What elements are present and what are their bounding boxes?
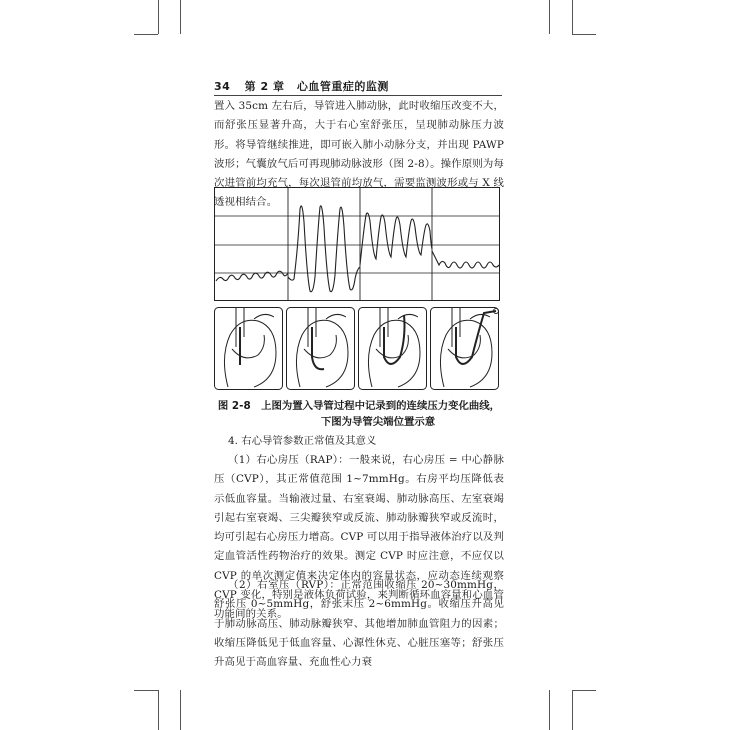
crop-mark — [158, 0, 159, 34]
rv-waveform — [288, 206, 360, 292]
pawp-waveform — [432, 251, 499, 268]
crop-mark — [572, 0, 573, 34]
page-number: 34 — [214, 80, 231, 93]
heart-diagram — [224, 307, 276, 387]
crop-mark — [549, 690, 550, 730]
section-title: 4. 右心导管参数正常值及其意义 — [228, 435, 377, 447]
chapter-title: 心血管重症的监测 — [296, 80, 389, 93]
rap-paragraph: （1）右心房压（RAP）：一般来说，右心房压 = 中心静脉压（CVP），其正常值范围 1~7mmHg。右房平均压降低表示低血容量。当输液过量、右室衰竭、肺动脉高压、左室衰竭引起右室衰竭、三尖瓣狭窄或反流、肺动脉瓣狭窄或反流时，均可引起右心房压力增高。CVP 可以用于指导液体治疗以及判定血管活性药物治疗的效果。测定 CVP 时应注意，不应仅以 CVP 的单次测定值来决定体内的容量状态，应动态连续观察 CVP 变化，特别是液体负荷试验，来判断循环血容量和心血管功能间的关系。 — [214, 454, 504, 621]
pressure-tracing-panel — [214, 187, 500, 301]
pa-waveform — [360, 213, 432, 265]
intro-paragraph: 置入 35cm 左右后，导管进入肺动脉，此时收缩压改变不大，而舒张压显著升高，大于右心室舒张压，呈现肺动脉压力波形。将导管继续推进，即可嵌入肺小动脉分支，并出现 PAWP 波形；气囊放气后可再现肺动脉波形（图 2-8）。操作原则为每次进管前均充气，每次退管前均放气，需要监测波形或与 X 线透视相结合。 — [214, 100, 504, 209]
crop-mark — [572, 690, 573, 730]
heart-diagram — [296, 307, 348, 387]
crop-mark — [134, 690, 158, 691]
crop-mark — [180, 0, 181, 34]
figure-caption-line2: 下图为导管尖端位置示意 — [320, 416, 436, 428]
crop-mark — [572, 690, 596, 691]
heart-frame — [215, 308, 283, 390]
crop-mark — [572, 34, 596, 35]
running-header — [214, 78, 389, 94]
catheter-position-panel — [215, 307, 499, 390]
heart-diagram — [368, 307, 420, 387]
figure-2-8 — [214, 187, 500, 392]
crop-mark — [134, 34, 158, 35]
chapter-label: 第 2 章 — [244, 80, 285, 93]
heart-frame — [359, 308, 427, 390]
heart-frame — [431, 308, 499, 390]
heart-diagram — [440, 307, 498, 387]
rvp-paragraph: （2）右室压（RVP）：正常范围收缩压 20~30mmHg，舒张压 0~5mmHg，舒张末压 2~6mmHg。收缩压升高见于肺动脉高压、肺动脉瓣狭窄、其他增加肺血管阻力的因素；收缩压降低见于低血容量、心源性休克、心脏压塞等；舒张压升高见于高血容量、充血性心力衰 — [214, 579, 504, 669]
crop-mark — [158, 690, 159, 730]
tracing-frame — [215, 188, 500, 301]
heart-frame — [287, 308, 355, 390]
figure-caption-line1: 图 2-8 上图为置入导管过程中记录到的连续压力变化曲线， — [217, 400, 501, 412]
crop-mark — [180, 690, 181, 730]
crop-mark — [549, 0, 550, 34]
header-rule — [214, 95, 502, 96]
catheter-line — [312, 327, 324, 369]
